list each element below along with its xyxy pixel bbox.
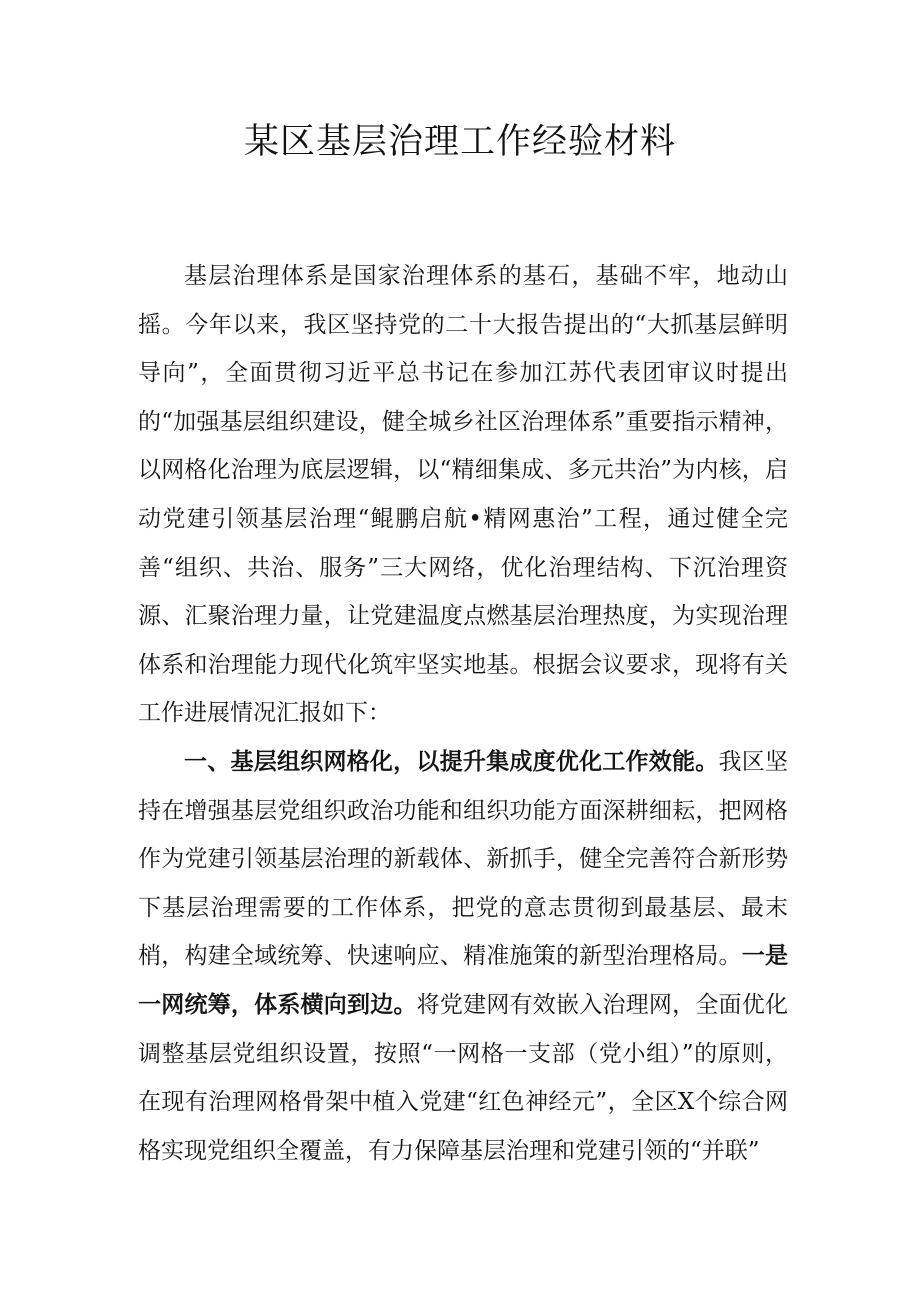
document-body [138,252,788,1175]
section-heading: 一、基层组织网格化，以提升集成度优化工作效能。 [184,748,719,775]
subsection-heading: 一是一网统筹，体系横向到边。 [138,943,789,1018]
paragraph-intro: 基层治理体系是国家治理体系的基石，基础不牢，地动山摇。今年以来，我区坚持党的二十大报告提出的“大抓基层鲜明导向”，全面贯彻习近平总书记在参加江苏代表团审议时提出的“加强基层组织建设，健全城乡社区治理体系”重要指示精神，以网格化治理为底层逻辑，以“精细集成、多元共治”为内核，启动党建引领基层治理“鲲鹏启航•精网惠治”工程，通过健全完善“组织、共治、服务”三大网络，优化治理结构、下沉治理资源、汇聚治理力量，让党建温度点燃基层治理热度，为实现治理体系和治理能力现代化筑牢坚实地基。根据会议要求，现将有关工作进展情况汇报如下： [138,263,788,727]
subsection-text: 将党建网有效嵌入治理网，全面优化调整基层党组织设置，按照“一网格一支部（党小组）”的原则，在现有治理网格骨架中植入党建“红色神经元”，全区X个综合网格实现党组织全覆盖，有力保障基层治理和党建引领的“并联” [138,991,789,1164]
paragraph-section-one [138,738,788,1175]
section-text: 我区坚持在增强基层党组织政治功能和组织功能方面深耕细耘，把网格作为党建引领基层治理的新载体、新抓手，健全完善符合新形势下基层治理需要的工作体系，把党的意志贯彻到最基层、最末梢，构建全域统筹、快速响应、精准施策的新型治理格局。 [138,748,789,970]
document-title: 某区基层治理工作经验材料 [243,122,676,162]
